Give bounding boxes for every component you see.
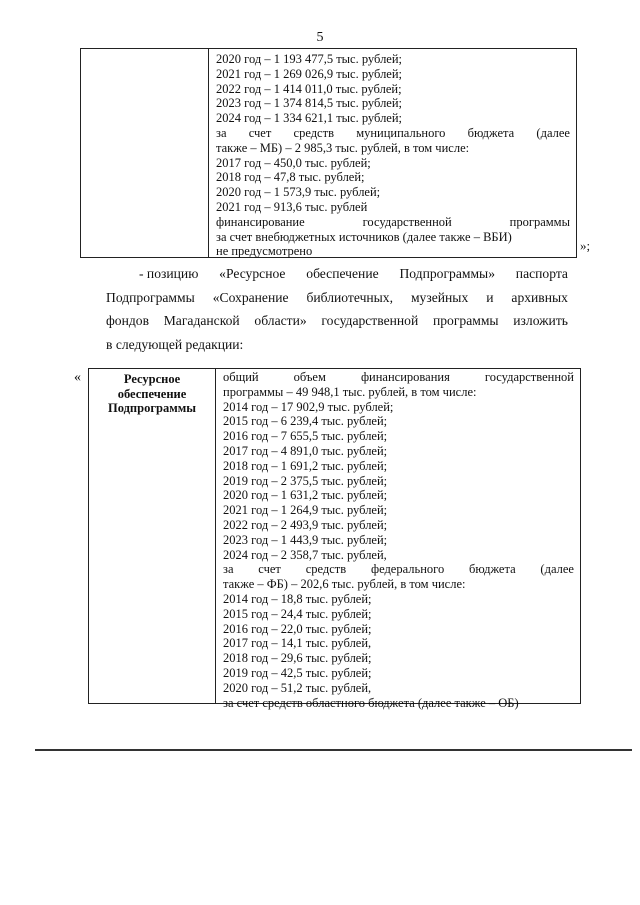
mb-total-line: также – МБ) – 2 985,3 тыс. рублей, в том числе: (216, 140, 470, 155)
closing-quote: »; (580, 238, 591, 253)
fb-year-line: 2017 год – 14,1 тыс. рублей, (223, 636, 372, 651)
mb-intro-line: за счет средств муниципального бюджета (далее (216, 125, 570, 140)
vbi-line: не предусмотрено (216, 244, 313, 259)
year-line: 2014 год – 17 902,9 тыс. рублей; (223, 399, 394, 414)
fb-year-line: 2020 год – 51,2 тыс. рублей, (223, 680, 372, 695)
paragraph-line: Подпрограммы «Сохранение библиотечных, музейных и архивных (106, 289, 568, 305)
year-line: 2021 год – 1 269 026,9 тыс. рублей; (216, 66, 403, 81)
year-line: 2015 год – 6 239,4 тыс. рублей; (223, 414, 388, 429)
year-line: 2024 год – 2 358,7 тыс. рублей, (223, 547, 387, 562)
funding-table-continuation (80, 48, 577, 258)
year-line: 2017 год – 4 891,0 тыс. рублей; (223, 443, 388, 458)
mb-year-line: 2021 год – 913,6 тыс. рублей (216, 199, 368, 214)
year-line: 2024 год – 1 334 621,1 тыс. рублей; (216, 111, 403, 126)
table-right-cell (209, 49, 576, 257)
page-number: 5 (316, 30, 324, 45)
fb-total-line: также – ФБ) – 202,6 тыс. рублей, в том числе: (223, 577, 466, 592)
year-line: 2022 год – 1 414 011,0 тыс. рублей; (216, 81, 402, 96)
fb-year-line: 2018 год – 29,6 тыс. рублей; (223, 651, 372, 666)
fb-intro-line: за счет средств федерального бюджета (далее (223, 562, 574, 577)
year-line: 2018 год – 1 691,2 тыс. рублей; (223, 458, 388, 473)
table-left-cell (81, 49, 209, 257)
table-content-cell (216, 369, 580, 710)
table-title-cell (89, 369, 216, 703)
vbi-intro-line: финансирование государственной программы (216, 214, 570, 229)
mb-year-line: 2017 год – 450,0 тыс. рублей; (216, 155, 371, 170)
opening-quote: « (74, 370, 81, 385)
row-title: Ресурсное обеспечение Подпрограммы (107, 372, 196, 415)
total-line: программы – 49 948,1 тыс. рублей, в том числе: (223, 384, 477, 399)
fb-year-line: 2019 год – 42,5 тыс. рублей; (223, 665, 372, 680)
year-line: 2021 год – 1 264,9 тыс. рублей; (223, 503, 388, 518)
resource-table (88, 368, 581, 710)
year-line: 2022 год – 2 493,9 тыс. рублей; (223, 517, 388, 532)
year-line: 2020 год – 1 193 477,5 тыс. рублей; (216, 52, 403, 66)
year-line: 2020 год – 1 631,2 тыс. рублей; (223, 488, 388, 503)
total-intro-line: общий объем финансирования государственной (223, 370, 574, 384)
year-line: 2023 год – 1 443,9 тыс. рублей; (223, 532, 388, 547)
year-line: 2019 год – 2 375,5 тыс. рублей; (223, 473, 388, 488)
instruction-paragraph (106, 262, 568, 356)
fb-year-line: 2014 год – 18,8 тыс. рублей; (223, 591, 372, 606)
year-line: 2023 год – 1 374 814,5 тыс. рублей; (216, 96, 403, 111)
vbi-line: за счет внебюджетных источников (далее также – ВБИ) (216, 229, 512, 244)
fb-year-line: 2015 год – 24,4 тыс. рублей; (223, 606, 372, 621)
year-line: 2016 год – 7 655,5 тыс. рублей; (223, 429, 388, 444)
mb-year-line: 2020 год – 1 573,9 тыс. рублей; (216, 185, 381, 200)
ob-line: за счет средств областного бюджета (далее также – ОБ) (223, 695, 519, 710)
mb-year-line: 2018 год – 47,8 тыс. рублей; (216, 170, 365, 185)
fb-year-line: 2016 год – 22,0 тыс. рублей; (223, 621, 372, 636)
paragraph-line: - позицию «Ресурсное обеспечение Подпрограммы» паспорта (139, 266, 568, 281)
paragraph-line: фондов Магаданской области» государственной программы изложить (106, 313, 568, 328)
bottom-rule (35, 749, 632, 751)
paragraph-line: в следующей редакции: (106, 336, 244, 352)
